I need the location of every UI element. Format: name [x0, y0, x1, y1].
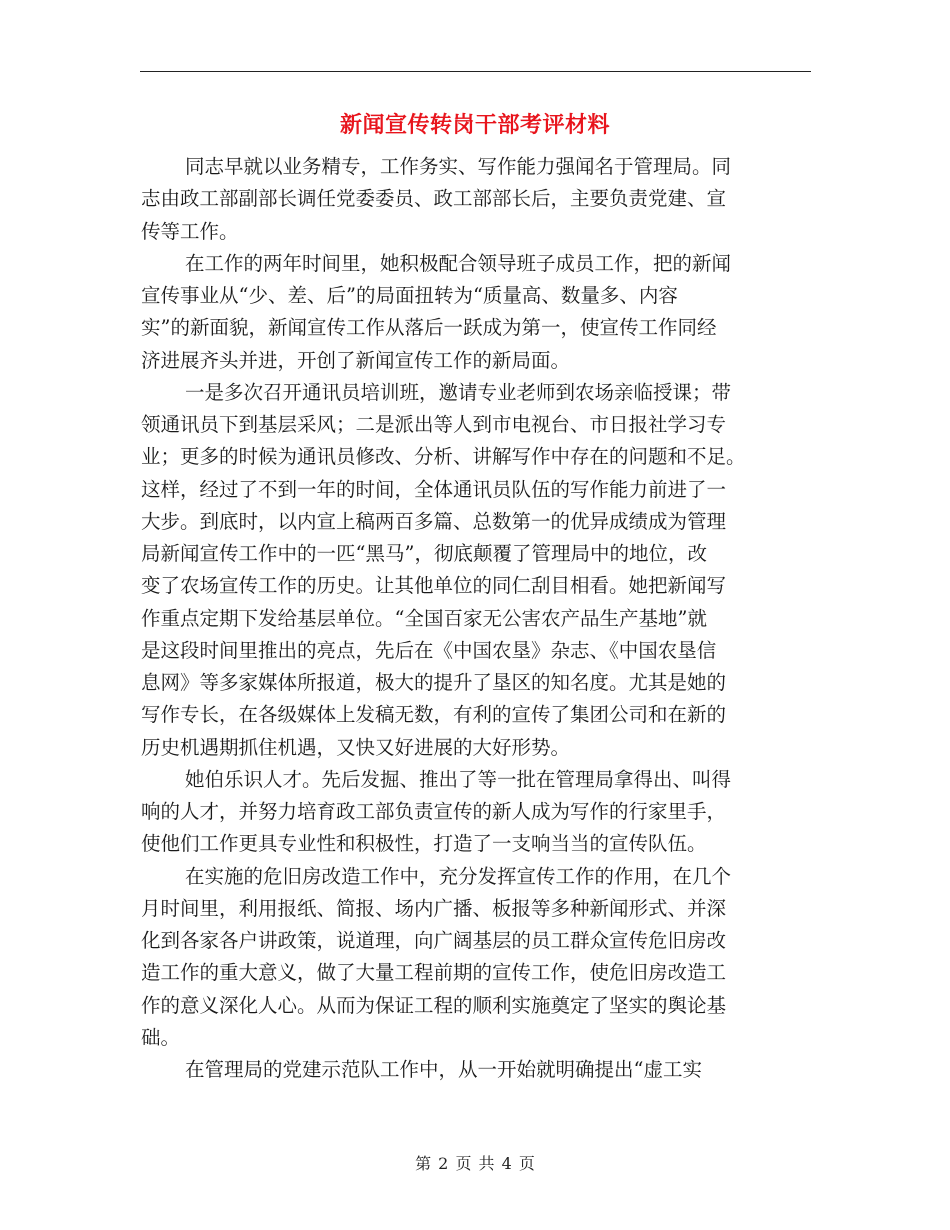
paragraph-line: 大步。到底时，以内宣上稿两百多篇、总数第一的优异成绩成为管理	[141, 509, 727, 533]
paragraph-first-line: 在工作的两年时间里，她积极配合领导班子成员工作，把的新闻	[185, 251, 732, 275]
paragraph-line: 写作专长，在各级媒体上发稿无数，有利的宣传了集团公司和在新的	[141, 703, 727, 727]
document-title: 新闻宣传转岗干部考评材料	[339, 112, 610, 138]
paragraph-line: 传等工作。	[141, 219, 239, 243]
paragraph-first-line: 一是多次召开通讯员培训班，邀请专业老师到农场亲临授课；带	[185, 380, 732, 404]
paragraph-line: 变了农场宣传工作的历史。让其他单位的同仁刮目相看。她把新闻写	[141, 574, 727, 598]
document-body	[141, 151, 805, 1086]
paragraph-line: 造工作的重大意义，做了大量工程前期的宣传工作，使危旧房改造工	[141, 961, 727, 985]
paragraph-line: 宣传事业从“少、差、后”的局面扭转为“质量高、数量多、内容	[141, 284, 678, 307]
paragraph-line: 作重点定期下发给基层单位。“全国百家无公害农产品生产基地”就	[141, 606, 707, 630]
paragraph-first-line: 在管理局的党建示范队工作中，从一开始就明确提出“虚工实	[185, 1058, 702, 1081]
paragraph-line: 月时间里，利用报纸、简报、场内广播、板报等多种新闻形式、并深	[141, 896, 727, 920]
paragraph-line: 业；更多的时候为通讯员修改、分析、讲解写作中存在的问题和不足。	[141, 445, 746, 469]
paragraph-line: 领通讯员下到基层采风；二是派出等人到市电视台、市日报社学习专	[141, 413, 727, 436]
paragraph-first-line: 在实施的危旧房改造工作中，充分发挥宣传工作的作用，在几个	[185, 864, 732, 888]
paragraph-first-line: 她伯乐识人才。先后发掘、推出了等一批在管理局拿得出、叫得	[185, 767, 732, 791]
paragraph-line: 志由政工部副部长调任党委委员、政工部部长后，主要负责党建、宣	[141, 187, 727, 211]
paragraph-first-line: 同志早就以业务精专，工作务实、写作能力强闻名于管理局。同	[185, 155, 732, 178]
paragraph-line: 历史机遇期抓住机遇，又快又好进展的大好形势。	[141, 735, 571, 759]
paragraph-line: 础。	[141, 1025, 181, 1049]
paragraph-line: 局新闻宣传工作中的一匹“黑马”，彻底颠覆了管理局中的地位，改	[141, 542, 707, 565]
page-indicator: 第 2 页 共 4 页	[415, 1154, 535, 1173]
paragraph-line: 使他们工作更具专业性和积极性，打造了一支响当当的宣传队伍。	[141, 832, 707, 856]
paragraph-line: 实”的新面貌，新闻宣传工作从落后一跃成为第一，使宣传工作同经	[141, 316, 717, 340]
paragraph-line: 这样，经过了不到一年的时间，全体通讯员队伍的写作能力前进了一	[141, 477, 727, 501]
paragraph-line: 作的意义深化人心。从而为保证工程的顺利实施奠定了坚实的舆论基	[141, 993, 727, 1017]
paragraph-line: 化到各家各户讲政策，说道理，向广阔基层的员工群众宣传危旧房改	[141, 929, 727, 952]
paragraph-line: 息网》等多家媒体所报道，极大的提升了垦区的知名度。尤其是她的	[141, 671, 727, 694]
paragraph-line: 响的人才，并努力培育政工部负责宣传的新人成为写作的行家里手，	[141, 800, 727, 823]
header-rule	[140, 71, 811, 72]
paragraph-line: 济进展齐头并进，开创了新闻宣传工作的新局面。	[141, 348, 571, 372]
paragraph-line: 是这段时间里推出的亮点，先后在《中国农垦》杂志、《中国农垦信	[141, 638, 717, 662]
